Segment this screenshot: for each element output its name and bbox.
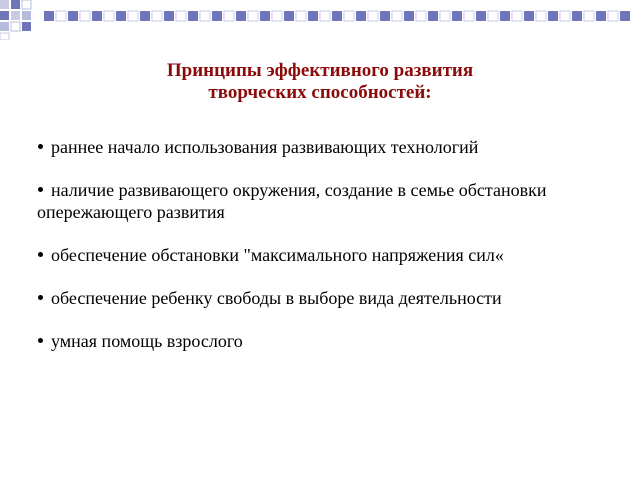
bullet-text: раннее начало использования развивающих технологий	[51, 137, 479, 157]
checker-square	[164, 11, 174, 21]
checker-square	[236, 11, 246, 21]
checker-square	[68, 11, 78, 21]
checker-square	[596, 11, 606, 21]
bullet-dot-icon	[38, 338, 43, 343]
bullet-dot-icon	[38, 144, 43, 149]
checker-square	[428, 11, 438, 21]
checker-square	[296, 11, 306, 21]
checker-square	[320, 11, 330, 21]
checker-square	[188, 11, 198, 21]
checker-square	[584, 11, 594, 21]
checker-square	[344, 11, 354, 21]
checker-square	[284, 11, 294, 21]
checker-square	[560, 11, 570, 21]
checker-squares	[0, 0, 31, 40]
checker-square	[500, 11, 510, 21]
bullet-list	[37, 137, 627, 374]
checker-square	[92, 11, 102, 21]
checker-square	[404, 11, 414, 21]
bullet-text: наличие развивающего окружения, создание в семье обстановки опережающего развития	[37, 180, 547, 222]
title-line-1: Принципы эффективного развития	[166, 60, 474, 81]
checker-square	[440, 11, 450, 21]
title-line-2: творческих способностей:	[208, 82, 432, 103]
checker-square	[224, 11, 234, 21]
checker-square	[548, 11, 558, 21]
checker-square	[356, 11, 366, 21]
checker-square	[524, 11, 534, 21]
checker-square	[176, 11, 186, 21]
checker-square	[620, 11, 630, 21]
checker-square	[536, 11, 546, 21]
checker-square	[308, 11, 318, 21]
top-strip	[44, 11, 630, 21]
checker-decoration	[0, 0, 640, 40]
checker-square	[332, 11, 342, 21]
checker-square	[512, 11, 522, 21]
bullet-item	[37, 180, 627, 223]
checker-square	[416, 11, 426, 21]
bullet-text: обеспечение обстановки "максимального напряжения сил«	[51, 244, 504, 265]
bullet-item	[37, 245, 627, 267]
bullet-dot-icon	[38, 187, 43, 192]
bullet-item	[37, 137, 627, 159]
bullet-item	[37, 288, 627, 310]
checker-square	[200, 11, 210, 21]
checker-square	[272, 11, 282, 21]
bullet-dot-icon	[38, 252, 43, 257]
checker-square	[260, 11, 270, 21]
checker-square	[128, 11, 138, 21]
bullet-item	[37, 331, 627, 353]
checker-square	[80, 11, 90, 21]
checker-square	[140, 11, 150, 21]
checker-square	[380, 11, 390, 21]
checker-square	[116, 11, 126, 21]
slide-title	[0, 60, 640, 104]
checker-square	[56, 11, 66, 21]
checker-square	[488, 11, 498, 21]
checker-square	[368, 11, 378, 21]
checker-square	[44, 11, 54, 21]
checker-square	[104, 11, 114, 21]
checker-square	[572, 11, 582, 21]
bullet-text: умная помощь взрослого	[51, 330, 243, 351]
bullet-text: обеспечение ребенку свободы в выборе вида деятельности	[51, 287, 502, 308]
checker-square	[608, 11, 618, 21]
checker-square	[152, 11, 162, 21]
checker-square	[476, 11, 486, 21]
checker-square	[248, 11, 258, 21]
checker-square	[212, 11, 222, 21]
bullet-dot-icon	[38, 295, 43, 300]
checker-square	[392, 11, 402, 21]
checker-square	[464, 11, 474, 21]
checker-square	[452, 11, 462, 21]
